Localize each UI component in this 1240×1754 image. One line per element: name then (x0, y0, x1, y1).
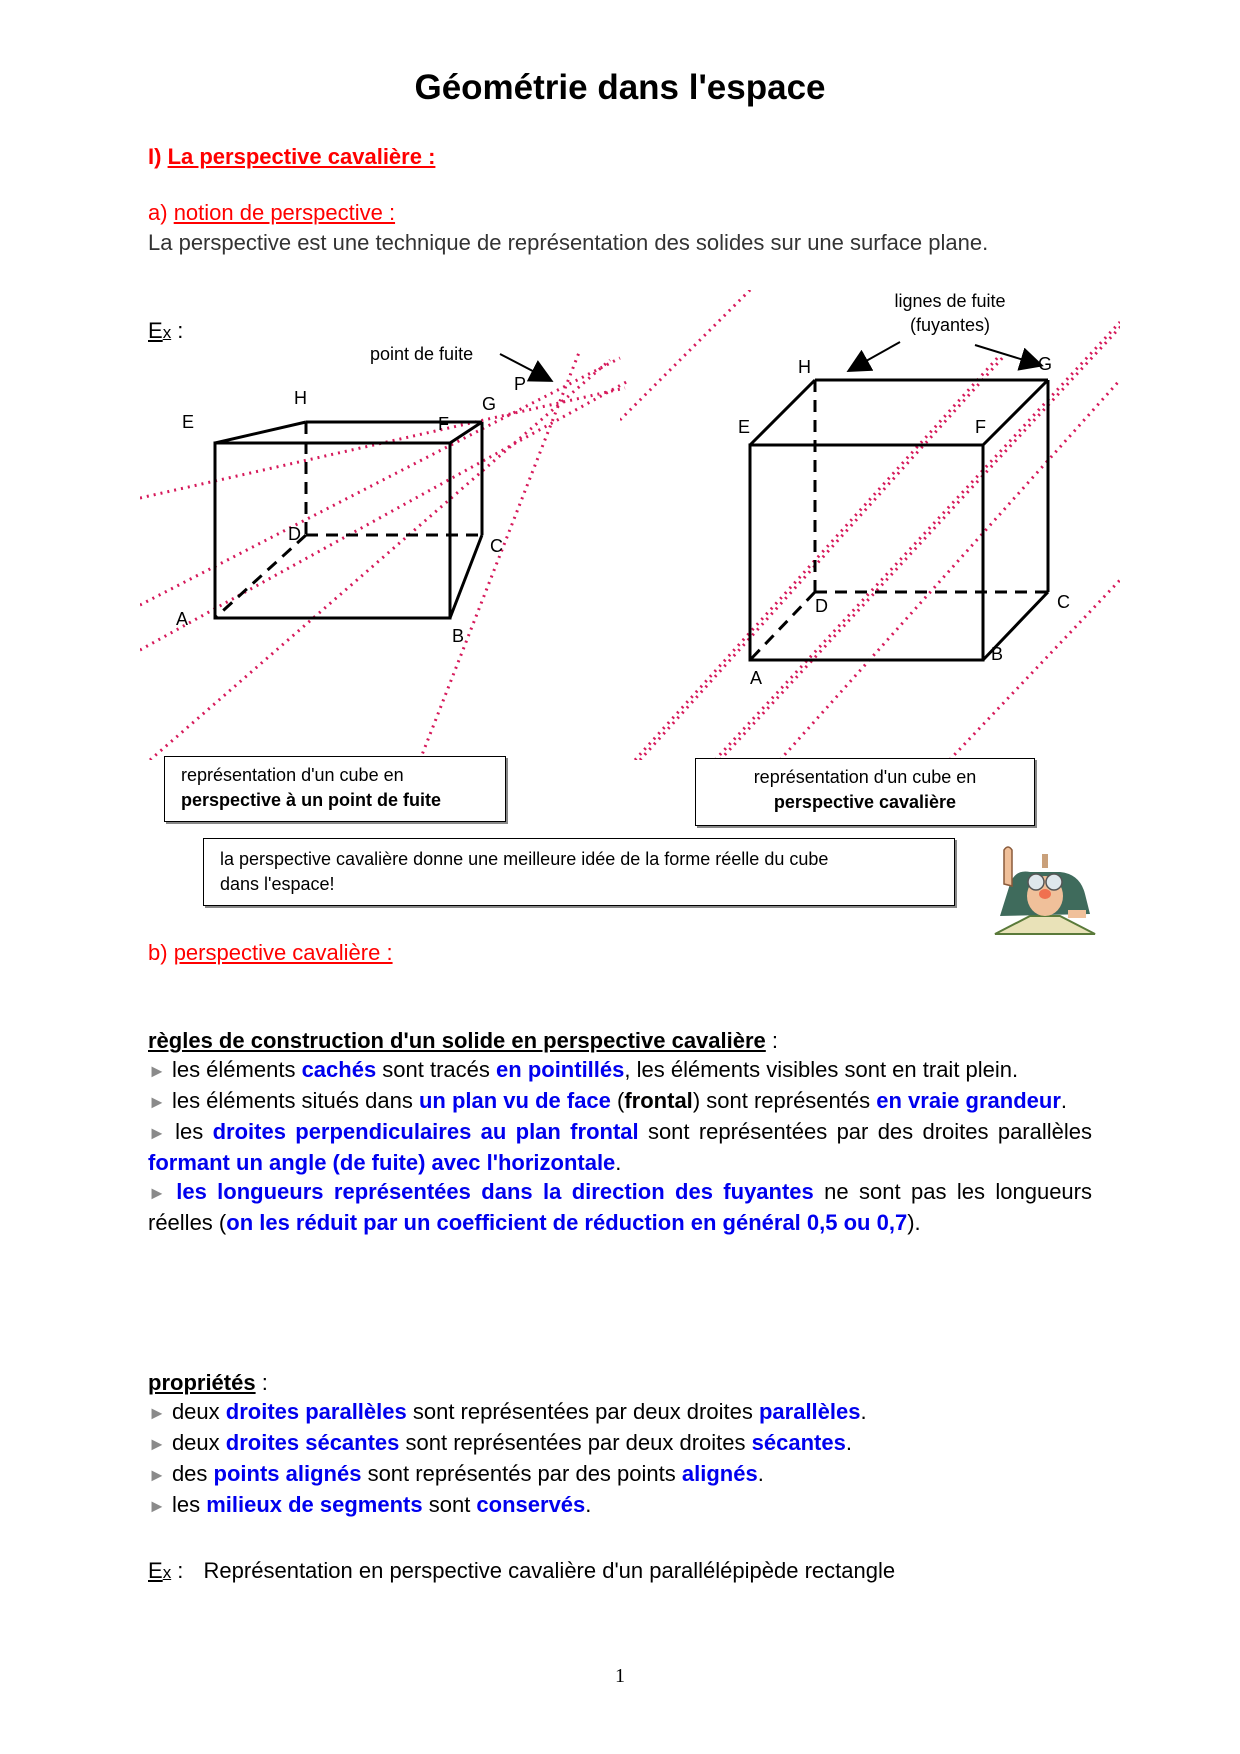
text-segment: ) sont représentés (692, 1088, 877, 1113)
emphasis-segment: alignés (681, 1461, 758, 1486)
text-segment: sont représentées par deux droites (406, 1399, 759, 1424)
label-h: H (294, 388, 307, 408)
label-a: A (750, 668, 763, 688)
caption-box-right (695, 758, 1035, 826)
emphasis-segment: sécantes (751, 1430, 846, 1455)
hidden-edges (215, 422, 482, 618)
text-segment: les (165, 1492, 207, 1517)
bullet-arrow-icon: ► (148, 1061, 166, 1081)
visible-edges (750, 380, 1048, 660)
annotation-vanishing-point: point de fuite (370, 344, 474, 364)
bullet-arrow-icon: ► (148, 1465, 166, 1485)
text-segment: sont représentées par des droites parallèles (638, 1119, 1092, 1144)
section-heading-1 (148, 144, 435, 170)
text-segment: ( (610, 1088, 625, 1113)
subsection-label: notion de perspective : (173, 200, 396, 225)
arrow-icon (850, 342, 900, 370)
properties-section (148, 1368, 1092, 1521)
text-segment: deux (165, 1430, 226, 1455)
list-item (148, 1459, 1092, 1490)
rules-list (148, 1055, 1092, 1237)
rules-title (148, 1026, 1092, 1055)
label-a: A (176, 609, 189, 629)
text-segment: les éléments (165, 1057, 302, 1082)
emphasis-segment: droites sécantes (225, 1430, 400, 1455)
page-number: 1 (615, 1665, 625, 1687)
emphasis-segment: cachés (301, 1057, 377, 1082)
label-e: E (182, 412, 195, 432)
emphasis-segment: droites perpendiculaires au plan frontal (212, 1119, 639, 1144)
emphasis-segment: milieux de segments (206, 1492, 423, 1517)
label-c: C (1057, 592, 1070, 612)
text-segment: des (165, 1461, 214, 1486)
text-segment: . (757, 1461, 764, 1486)
hidden-edges (750, 380, 1048, 660)
caption-text-bold: perspective cavalière (773, 792, 957, 812)
label-d: D (288, 524, 301, 544)
note-box (203, 838, 955, 906)
properties-title (148, 1368, 1092, 1397)
label-d: D (815, 596, 828, 616)
section-number: I) (148, 144, 162, 169)
label-f: F (975, 417, 986, 437)
text-segment (166, 1179, 176, 1204)
rules-title-text: règles de construction d'un solide en perspective cavalière (148, 1028, 766, 1053)
emphasis-segment: les longueurs représentées dans la direction des fuyantes (176, 1179, 814, 1204)
section-label: La perspective cavalière : (167, 144, 436, 169)
label-h: H (798, 357, 811, 377)
list-item (148, 1117, 1092, 1177)
text-segment: . (845, 1430, 852, 1455)
note-line: la perspective cavalière donne une meilleure idée de la forme réelle du cube (220, 849, 829, 869)
subsection-heading-b (148, 940, 393, 966)
list-item (148, 1177, 1092, 1237)
professor-illustration (990, 834, 1100, 938)
label-g: G (482, 394, 497, 414)
list-item (148, 1086, 1092, 1117)
emphasis-segment: parallèles (758, 1399, 861, 1424)
annotation-line-2: (fuyantes) (909, 315, 991, 335)
example-colon: : (171, 1558, 184, 1583)
subsection-label: perspective cavalière : (173, 940, 393, 965)
example-x: x (162, 323, 172, 342)
list-item (148, 1490, 1092, 1521)
emphasis-segment: conservés (476, 1492, 586, 1517)
bullet-arrow-icon: ► (148, 1183, 166, 1203)
example-text: Représentation en perspective cavalière d'un parallélépipède rectangle (203, 1558, 896, 1583)
emphasis-segment: points alignés (213, 1461, 362, 1486)
label-g: G (1038, 354, 1053, 374)
text-segment: . (1060, 1088, 1068, 1113)
text-segment: ne sont pas les longueurs réelles ( (148, 1179, 1092, 1235)
text-segment: ). (907, 1210, 921, 1235)
example-x: x (162, 1563, 172, 1582)
example-e: E (148, 318, 163, 343)
label-b: B (991, 644, 1004, 664)
label-p: P (514, 374, 527, 394)
rules-title-suffix: : (765, 1028, 779, 1053)
subsection-heading-a (148, 200, 395, 226)
bullet-arrow-icon: ► (148, 1123, 166, 1143)
text-segment: sont tracés (376, 1057, 497, 1082)
properties-title-text: propriétés (148, 1370, 256, 1395)
figure-one-point-perspective (140, 340, 630, 760)
text-segment: , les éléments visibles sont en trait plein. (624, 1057, 1019, 1082)
arrow-icon (975, 345, 1040, 365)
emphasis-segment: en pointillés (496, 1057, 625, 1082)
emphasis-segment: on les réduit par un coefficient de réduction en général 0,5 ou 0,7 (226, 1210, 908, 1235)
text-segment: deux (165, 1399, 226, 1424)
text-segment: les éléments situés dans (165, 1088, 419, 1113)
bullet-arrow-icon: ► (148, 1496, 166, 1516)
list-item (148, 1428, 1092, 1459)
subsection-number: a) (148, 200, 168, 225)
text-segment: sont (422, 1492, 477, 1517)
rules-section (148, 1026, 1092, 1237)
properties-title-suffix: : (255, 1370, 268, 1395)
emphasis-segment: en vraie grandeur (876, 1088, 1061, 1113)
label-f: F (438, 414, 449, 434)
list-item (148, 1397, 1092, 1428)
caption-text-bold: perspective à un point de fuite (181, 790, 442, 810)
caption-text: représentation d'un cube en (181, 765, 404, 785)
label-b: B (452, 626, 465, 646)
text-segment: sont représentées par deux droites (399, 1430, 752, 1455)
page-title: Géométrie dans l'espace (414, 68, 826, 107)
label-c: C (490, 536, 503, 556)
subsection-number: b) (148, 940, 168, 965)
emphasis-segment: frontal (624, 1088, 693, 1113)
emphasis-segment: droites parallèles (225, 1399, 407, 1424)
annotation-line-1: lignes de fuite (894, 291, 1006, 311)
example-label-2 (148, 1558, 895, 1584)
intro-paragraph: La perspective est une technique de représentation des solides sur une surface plane. (148, 230, 989, 255)
caption-text: représentation d'un cube en (753, 767, 977, 787)
note-line: dans l'espace! (220, 874, 335, 894)
text-segment: . (585, 1492, 592, 1517)
emphasis-segment: formant un angle (de fuite) avec l'horizontale (148, 1150, 616, 1175)
caption-box-left (164, 756, 506, 822)
figure-cavalier-perspective (620, 290, 1120, 760)
point-labels (738, 354, 1070, 688)
bullet-arrow-icon: ► (148, 1434, 166, 1454)
properties-list (148, 1397, 1092, 1521)
list-item (148, 1055, 1092, 1086)
text-segment: les (165, 1119, 213, 1144)
text-segment: . (860, 1399, 867, 1424)
bullet-arrow-icon: ► (148, 1403, 166, 1423)
example-colon: : (171, 318, 184, 343)
emphasis-segment: un plan vu de face (418, 1088, 611, 1113)
bullet-arrow-icon: ► (148, 1092, 166, 1112)
example-e: E (148, 1558, 163, 1583)
text-segment: sont représentés par des points (361, 1461, 682, 1486)
text-segment: . (615, 1150, 622, 1175)
label-e: E (738, 417, 751, 437)
visible-edges (215, 422, 482, 618)
